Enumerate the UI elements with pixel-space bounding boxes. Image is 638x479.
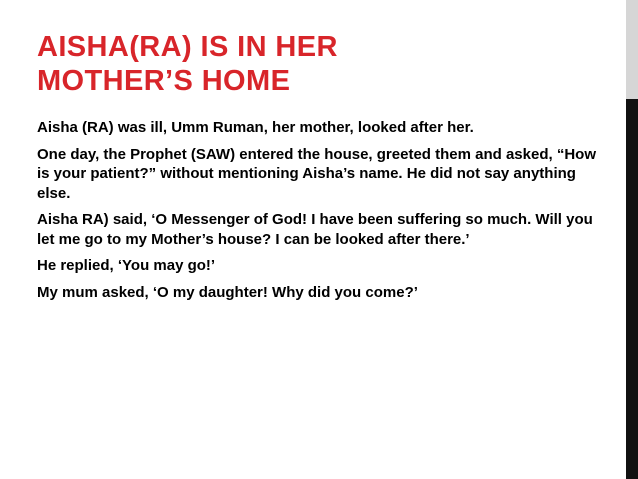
paragraph-1: Aisha (RA) was ill, Umm Ruman, her mother, looked after her. xyxy=(37,119,474,136)
paragraph-3: Aisha RA) said, ‘O Messenger of God! I have been suffering so much. Will you let me go to my Mother’s house? I can be looked after there.’ xyxy=(37,211,593,248)
paragraph-4: He replied, ‘You may go!’ xyxy=(37,257,216,274)
slide-title xyxy=(37,30,597,98)
decorative-bar xyxy=(626,99,638,479)
paragraph-2: One day, the Prophet (SAW) entered the house, greeted them and asked, “How is your patient?” without mentioning Aisha’s name. He did not say anything else. xyxy=(37,145,596,202)
slide-title-line-2: MOTHER’S HOME xyxy=(37,65,291,97)
slide-body xyxy=(37,118,612,309)
paragraph-5: My mum asked, ‘O my daughter! Why did you come?’ xyxy=(37,283,418,301)
slide-title-line-1: AISHA(RA) IS IN HER xyxy=(37,31,338,63)
decorative-bar-top xyxy=(626,0,638,99)
